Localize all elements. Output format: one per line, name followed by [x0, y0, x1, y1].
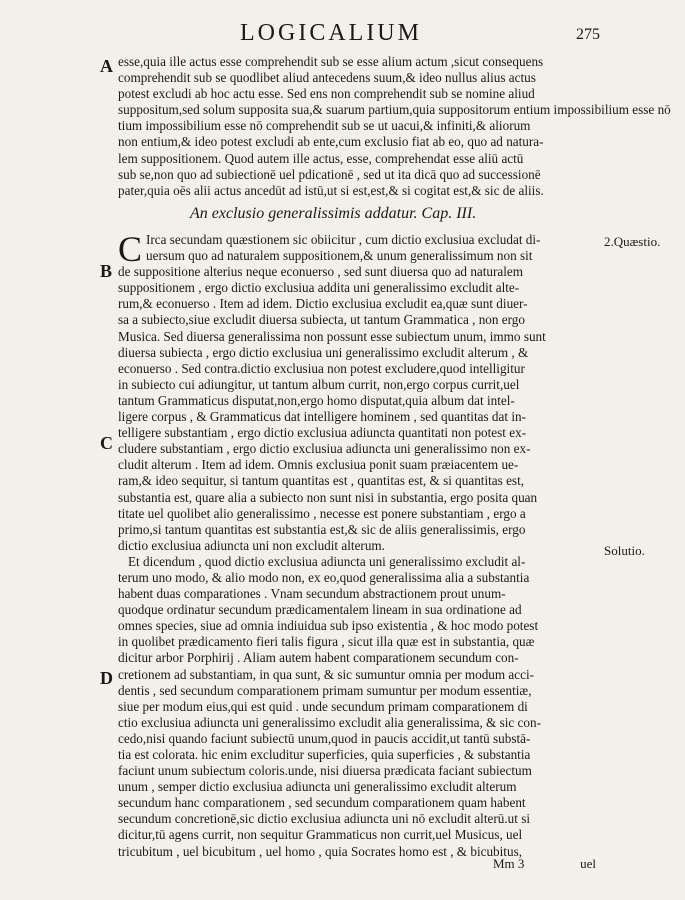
running-title: LOGICALIUM [240, 20, 422, 46]
text-line: secundum hanc comparationem , sed secundum comparationem quam habent [118, 795, 526, 811]
text-line: secundum concretionē,sic dictio exclusiua adiuncta uni nō excludit alterū.ut si [118, 811, 530, 827]
text-line: rum,& econuerso . Item ad idem. Dictio exclusiua excludit ea,quæ sunt diuer- [118, 296, 528, 312]
text-line: non entium,& ideo potest excludi ab ente,cum exclusio fiat ab eo, quo ad natura- [118, 134, 544, 150]
text-line: omnes species, siue ad omnia indiuidua sub ipso existentia , & hoc modo potest [118, 618, 539, 634]
text-line: cludit alterum . Item ad idem. Omnis exclusiua ponit suam præiacentem ue- [118, 457, 519, 473]
text-line: in quolibet prædicamento fieri talis figura , sicut illa quæ est in substantia, quæ [118, 634, 535, 650]
text-line: tium impossibilium esse nō comprehendit sub se ut uacui,& infiniti,& aliorum [118, 118, 531, 134]
text-line: econuerso . Sed contra.dictio exclusiua non potest excludere,quod intelligitur [118, 360, 525, 376]
text-line: siue per modum eius,qui est quid . unde secundum primam comparationem di [118, 698, 528, 714]
margin-letter-d: D [100, 668, 113, 688]
page-footer [118, 856, 596, 872]
text-line: primo,si tantum quantitas est substantia est,& sic de aliis generalissimis, ergo [118, 521, 526, 537]
paragraph-continuation [118, 54, 671, 199]
text-line: faciunt unum subiectum coloris.unde, nisi diuersa prædicata faciant subiectum [118, 763, 532, 779]
text-line: titate uel quolibet alio generalissimo , necesse est ponere substantiam , ergo a [118, 505, 526, 521]
page-number: 275 [576, 26, 600, 43]
text-line: terum uno modo, & alio modo non, ex eo,quod generalissima alia a substantia [118, 569, 530, 585]
chapter-body [118, 229, 596, 860]
text-line: cretionem ad substantiam, in qua sunt, & sic sumuntur omnia per modum acci- [118, 666, 535, 682]
text-line: uersum quo ad naturalem suppositionem,& unum generalissimum non sit [146, 248, 533, 264]
text-line: quodque ordinatur secundum prædicamentalem lineam in sua ordinatione ad [118, 602, 522, 618]
text-line: esse,quia ille actus esse comprehendit sub se esse alium actum ,sicut consequens [118, 54, 544, 69]
text-line: sub se,non quo ad subiectionē uel pdicationē , sed ut ita dicā quo ad successionē [118, 166, 541, 182]
margin-letter-b: B [100, 261, 113, 281]
side-note-solutio: Solutio. [604, 543, 645, 558]
text-line: Musica. Sed diuersa generalissima non possunt esse subiectum unum, immo sunt [118, 328, 546, 344]
text-line: tantum Grammaticus disputat,non,ergo homo disputat,quia album dat intel- [118, 392, 515, 408]
text-line: diuersa subiecta , ergo dictio exclusiua uni generalissimo excludit alterum , & [118, 344, 529, 360]
margin-letter-a: A [100, 56, 113, 76]
running-head [120, 20, 600, 48]
text-line: lem suppositionem. Quod autem ille actus, esse, comprehendat esse aliū actū [118, 150, 524, 166]
text-line: tricubitum , uel bicubitum , uel homo , quia Socrates homo est , & bicubitus, [118, 843, 522, 859]
signature-mark: Mm 3 [493, 856, 525, 871]
text-line: telligere substantiam , ergo dictio exclusiua adiuncta quantitati non potest ex- [118, 425, 527, 441]
drop-cap: C [118, 229, 143, 269]
text-line: de suppositione alterius neque econuerso , sed sunt diuersa quo ad naturalem [118, 264, 524, 280]
text-line: ram,& ideo sequitur, si tantum quantitas est , quantitas est, & si quantitas est, [118, 473, 525, 489]
text-line: cedo,nisi quando faciunt subiectū unum,quod in paucis accidit,ut tantū substā- [118, 730, 531, 746]
text-line: comprehendit sub se quodlibet aliud antecedens suum,& ideo nullus alius actus [118, 70, 536, 86]
margin-letter-c: C [100, 433, 113, 453]
text-line: suppositum,sed solum supposita sua,& suarum partium,quia suppositorum entium impossibilium esse nō [118, 102, 671, 118]
text-line: dictio exclusiua adiuncta uni non excludit alterum. [118, 537, 385, 553]
text-line: Irca secundam quæstionem sic obiicitur , cum dictio exclusiua excludat di- [146, 232, 541, 247]
text-line: dicitur,tū agens currit, non sequitur Grammaticus non currit,uel Musicus, uel [118, 827, 523, 843]
text-line: habent duas comparationes . Vnam secundum abstractionem prout unum- [118, 586, 506, 602]
text-line: Et dicendum , quod dictio exclusiua adiuncta uni generalissimo excludit al- [128, 553, 526, 569]
text-line: in subiecto cui adiungitur, ut tantum album currit, non,ergo corpus currit,uel [118, 376, 520, 392]
text-line: suppositionem , ergo dictio exclusiua addita uni generalissimo excludit alte- [118, 280, 520, 296]
text-line: cludere substantiam , ergo dictio exclusiua adiuncta uni generalissimo non ex- [118, 441, 531, 457]
chapter-heading: An exclusio generalissimis addatur. Cap. III. [190, 205, 477, 222]
text-line: tia est colorata. hic enim excluditur superficies, quia superficies , & substantia [118, 747, 531, 762]
text-line: sa a subiecto,siue excludit diuersa subiecta, ut tantum Grammatica , non ergo [118, 312, 525, 328]
text-line: unum , semper dictio exclusiua adiuncta uni generalissimo excludit alterum [118, 779, 517, 795]
text-line: potest excludi ab hoc actu esse. Sed ens non comprehendit sub se nomine aliud [118, 86, 535, 102]
text-line: ctio exclusiua adiuncta uni generalissimo excludit alia generalissima, & sic con- [118, 714, 541, 730]
text-line: dicitur arbor Porphirij . Aliam autem habent comparationem secundum con- [118, 650, 519, 666]
catchword: uel [580, 856, 596, 871]
text-line: dentis , sed secundum comparationem primam sumuntur per modum essentiæ, [118, 682, 532, 698]
text-line: ligere corpus , & Grammaticus dat intelligere hominem , sed quantitas dat in- [118, 409, 526, 425]
text-line: pater,quia oēs alii actus ancedūt ad istū,ut si est,est,& si cogitat est,& sic de aliis. [118, 182, 544, 198]
side-note-questio: 2.Quæstio. [604, 234, 661, 249]
text-line: substantia est, quare alia a subiecto non sunt nisi in substantia, ergo posita quan [118, 489, 538, 505]
